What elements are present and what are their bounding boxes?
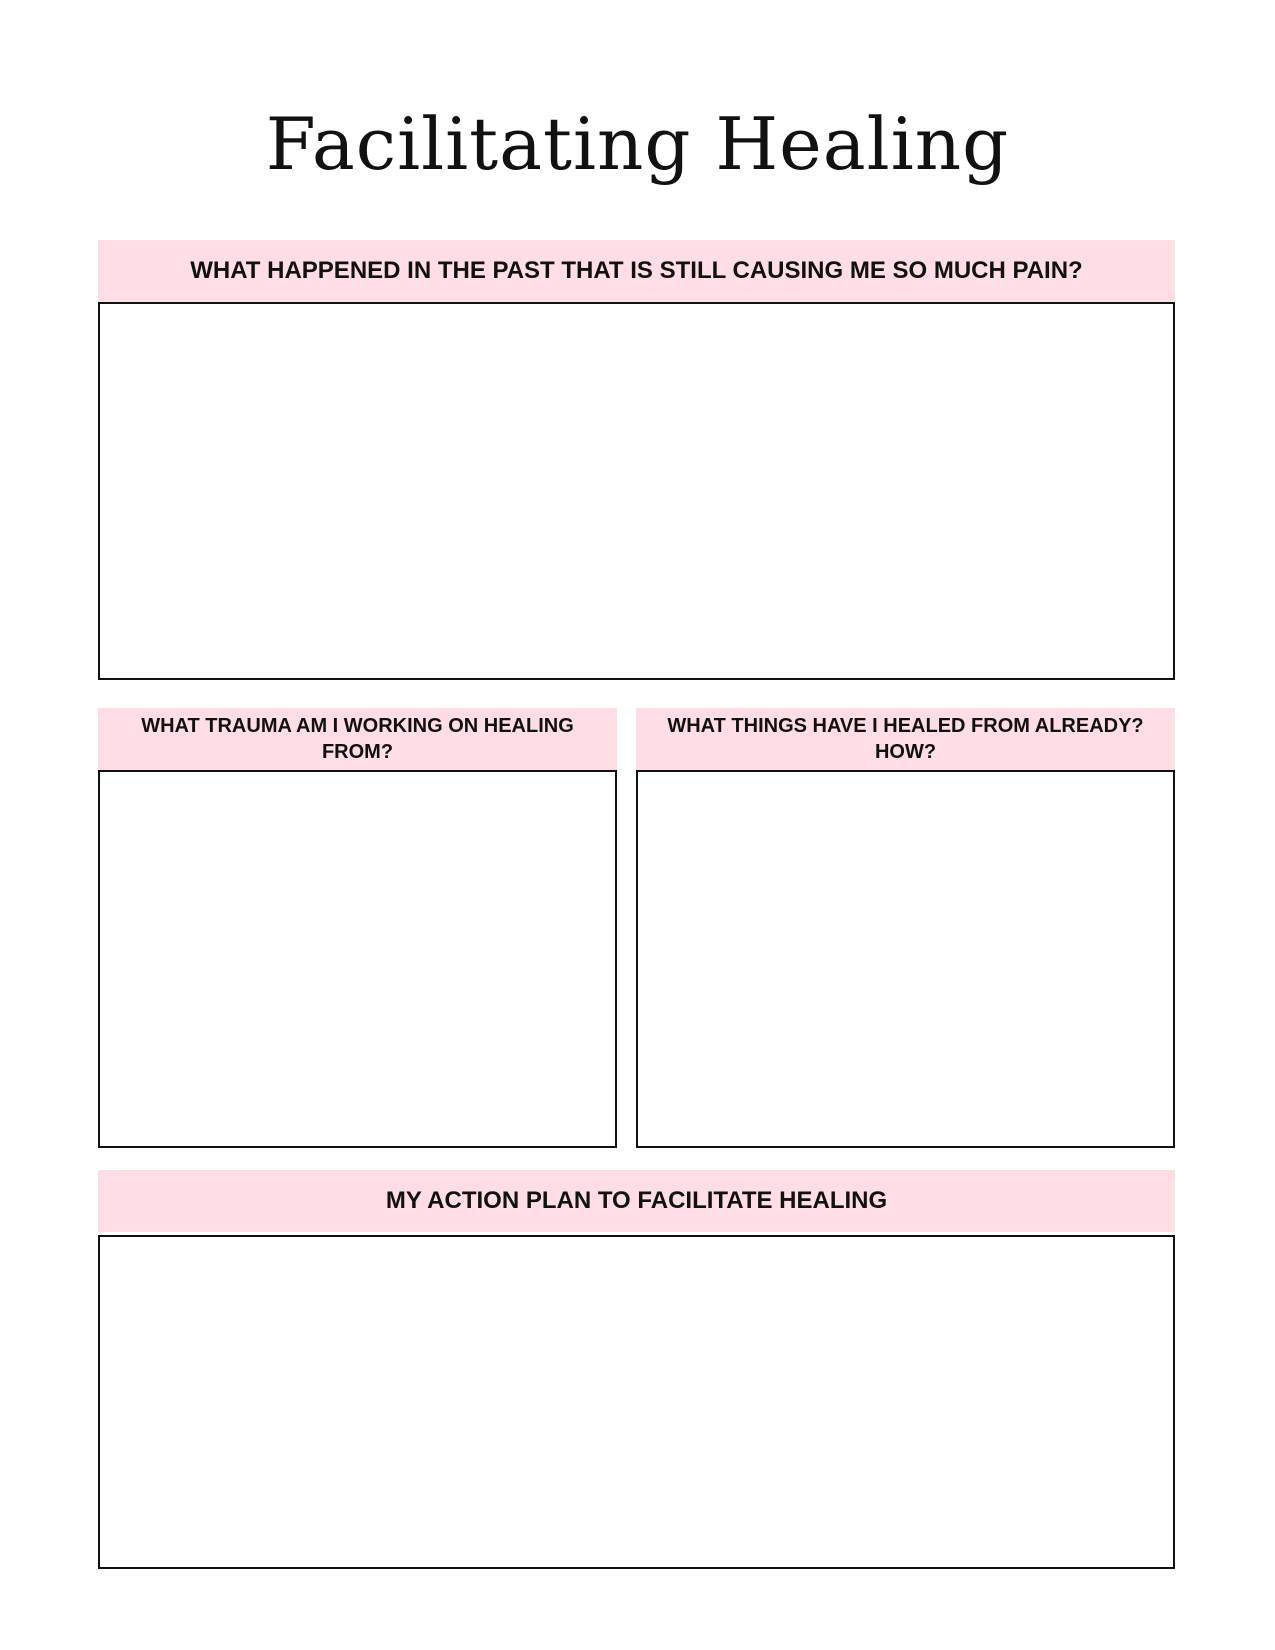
current-trauma-heading-text: WHAT TRAUMA AM I WORKING ON HEALING FROM? bbox=[141, 715, 574, 763]
worksheet-title: Facilitating Healing bbox=[265, 102, 1010, 186]
past-pain-heading-text: WHAT HAPPENED IN THE PAST THAT IS STILL CAUSING ME SO MUCH PAIN? bbox=[190, 257, 1083, 284]
current-trauma-response-box[interactable] bbox=[98, 770, 617, 1148]
already-healed-heading-text: WHAT THINGS HAVE I HEALED FROM ALREADY? HOW? bbox=[667, 715, 1144, 763]
past-pain-heading bbox=[98, 240, 1175, 302]
past-pain-response-box[interactable] bbox=[98, 302, 1175, 680]
action-plan-response-box[interactable] bbox=[98, 1235, 1175, 1569]
action-plan-heading-text: MY ACTION PLAN TO FACILITATE HEALING bbox=[385, 1187, 888, 1214]
current-trauma-heading bbox=[98, 708, 617, 770]
already-healed-heading bbox=[636, 708, 1175, 770]
already-healed-response-box[interactable] bbox=[636, 770, 1175, 1148]
action-plan-heading bbox=[98, 1170, 1175, 1232]
